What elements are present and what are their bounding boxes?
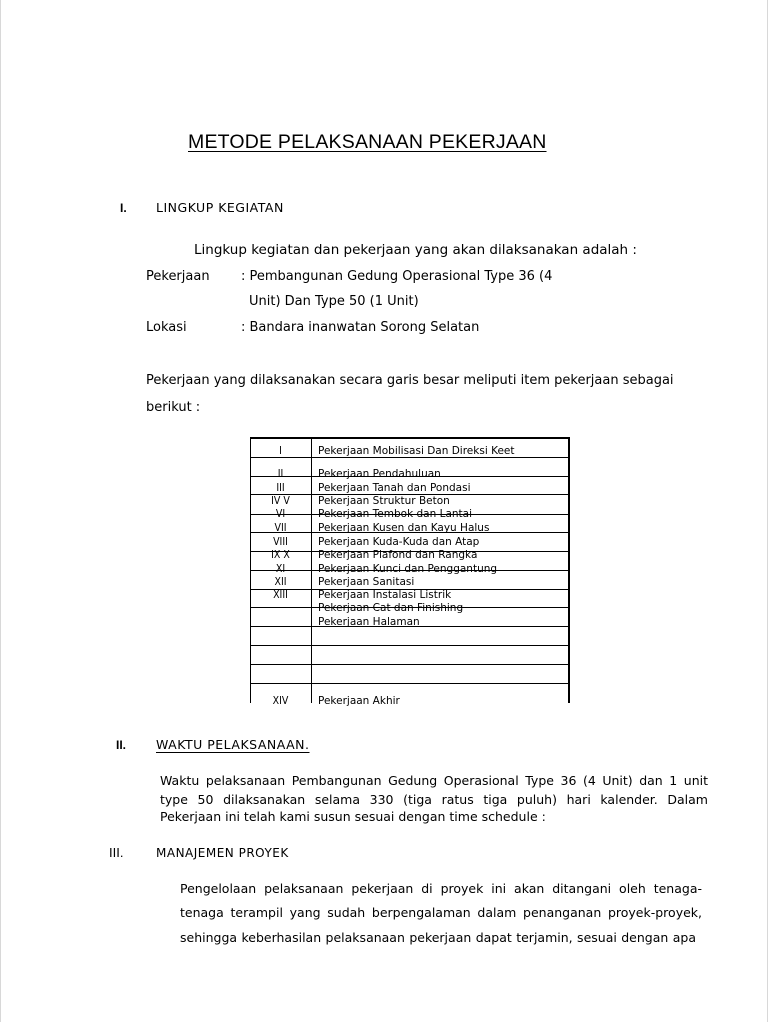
work-item-label: Pekerjaan Akhir [318, 695, 400, 707]
work-item-label: Pekerjaan Sanitasi [318, 576, 415, 588]
scope-paragraph-line2: berikut : [146, 400, 201, 415]
pekerjaan-value-line1: : Pembangunan Gedung Operasional Type 36 (4 [241, 269, 553, 284]
work-item-label: Pekerjaan Pendahuluan [318, 468, 441, 480]
work-item-label: Pekerjaan Cat dan Finishing [318, 602, 464, 614]
work-item-label: Pekerjaan Kusen dan Kayu Halus [318, 522, 490, 534]
management-paragraph-line1: Pengelolaan pelaksanaan pekerjaan di proyek ini akan ditangani oleh tenaga- [180, 881, 702, 896]
work-item-number: I [279, 445, 282, 457]
work-item-number: XII [274, 576, 287, 588]
work-item-label: Pekerjaan Mobilisasi Dan Direksi Keet [318, 445, 515, 457]
work-item-label: Pekerjaan Kunci dan Penggantung [318, 563, 498, 575]
lokasi-label: Lokasi [146, 320, 187, 335]
table-row-line [250, 457, 570, 458]
table-row-line [250, 645, 570, 646]
work-item-number: IV V [271, 495, 290, 507]
work-item-label: Pekerjaan Tanah dan Pondasi [318, 482, 471, 494]
section-3-number: III. [109, 845, 124, 860]
work-item-number: VIII [273, 536, 288, 548]
schedule-paragraph-line3: Pekerjaan ini telah kami susun sesuai dengan time schedule : [160, 809, 546, 824]
table-row-line [250, 664, 570, 665]
work-item-number: VII [274, 522, 287, 534]
scope-intro: Lingkup kegiatan dan pekerjaan yang akan dilaksanakan adalah : [194, 242, 637, 258]
work-item-label: Pekerjaan Halaman [318, 616, 420, 628]
section-3-heading: MANAJEMEN PROYEK [156, 846, 289, 860]
pekerjaan-value-line2: Unit) Dan Type 50 (1 Unit) [249, 294, 419, 309]
section-2-heading: WAKTU PELAKSANAAN. [156, 737, 310, 752]
work-item-number: II [277, 468, 284, 480]
work-item-label: Pekerjaan Plafond dan Rangka [318, 549, 478, 561]
work-item-label: Pekerjaan Tembok dan Lantai [318, 508, 473, 520]
section-1-number: I. [120, 201, 127, 215]
work-item-label: Pekerjaan Kuda-Kuda dan Atap [318, 536, 480, 548]
management-paragraph-line3: sehingga keberhasilan pelaksanaan pekerjaan dapat terjamin, sesuai dengan apa [180, 930, 696, 945]
work-item-number: XIII [273, 589, 288, 601]
lokasi-value: : Bandara inanwatan Sorong Selatan [241, 320, 480, 335]
work-item-number: IX X [271, 549, 290, 561]
pekerjaan-label: Pekerjaan [146, 269, 210, 284]
schedule-paragraph-line2: type 50 dilaksanakan selama 330 (tiga ratus tiga puluh) hari kalender. Dalam [160, 792, 708, 807]
work-item-number: XI [275, 563, 286, 575]
schedule-paragraph-line1: Waktu pelaksanaan Pembangunan Gedung Operasional Type 36 (4 Unit) dan 1 unit [160, 773, 708, 788]
work-item-number: XIV [272, 695, 289, 707]
work-item-number: VI [275, 508, 286, 520]
document-title: METODE PELAKSANAAN PEKERJAAN [188, 131, 547, 153]
management-paragraph-line2: tenaga terampil yang sudah berpengalaman dalam penanganan proyek-proyek, [180, 905, 702, 920]
table-row-line [250, 683, 570, 684]
work-item-label: Pekerjaan Instalasi Listrik [318, 589, 452, 601]
scope-paragraph-line1: Pekerjaan yang dilaksanakan secara garis besar meliputi item pekerjaan sebagai [146, 373, 674, 388]
section-2-number: II. [116, 738, 127, 752]
work-item-number: III [276, 482, 285, 494]
section-1-heading: LINGKUP KEGIATAN [156, 200, 284, 215]
work-item-label: Pekerjaan Struktur Beton [318, 495, 450, 507]
